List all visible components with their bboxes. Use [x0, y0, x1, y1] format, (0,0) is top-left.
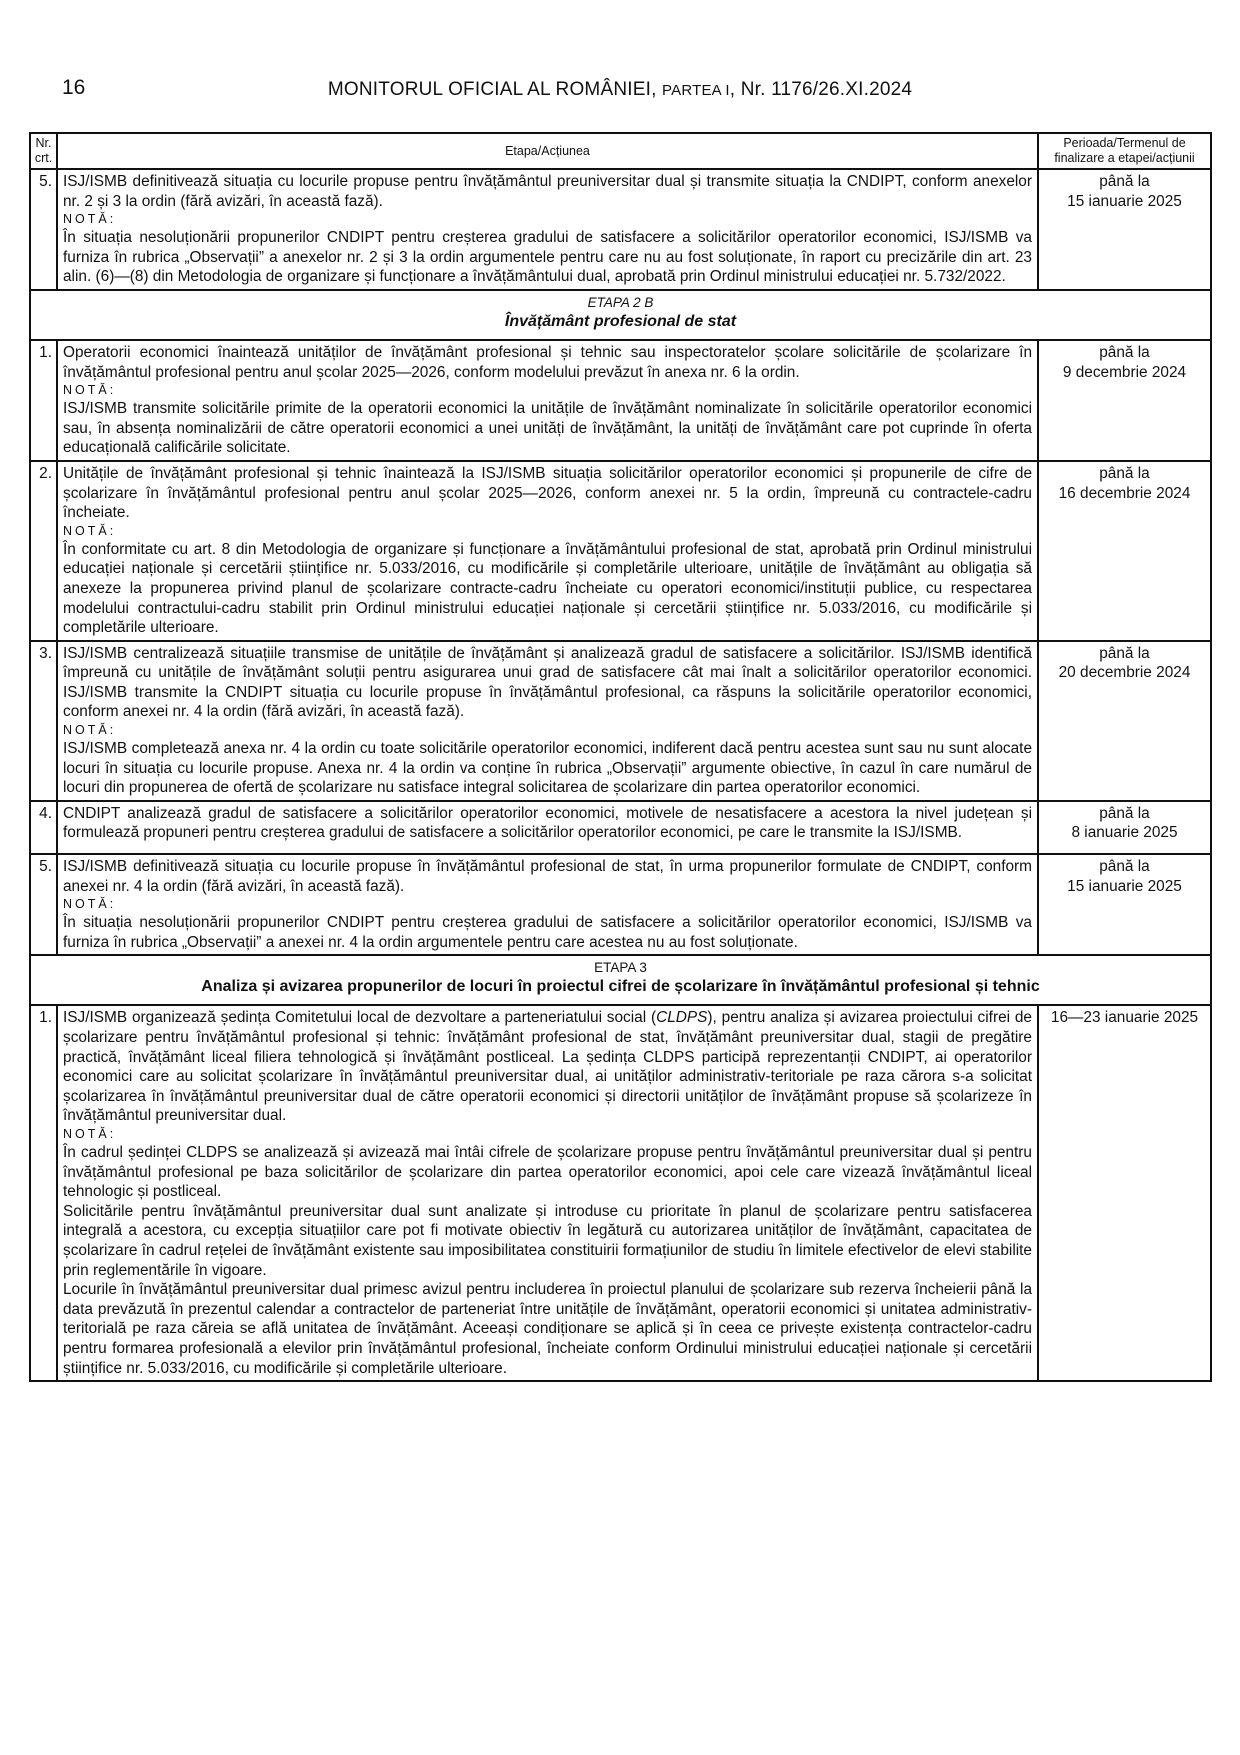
deadline-line-1: până la	[1099, 173, 1150, 190]
row-action	[57, 169, 1038, 290]
row-number: 5.	[30, 169, 57, 290]
nota-label: NOTĂ:	[63, 897, 117, 912]
action-text: CNDIPT analizează gradul de satisfacere a solicitărilor operatorilor economici, motivele de nesatisfacere a acestora la nivel județean și formulează propuneri pentru creșterea gradului de satisfacere a solicitărilor operatorilor economici, pe care le transmite la ISJ/ISMB.	[63, 804, 1032, 842]
title-issue: , Nr. 1176/26.XI.2024	[729, 79, 913, 100]
row-deadline	[1038, 854, 1211, 955]
stage-title: Analiza și avizarea propunerilor de locuri în proiectul cifrei de școlarizare în învățământul profesional și tehnic	[201, 978, 1040, 996]
row-number: 1.	[30, 340, 57, 461]
col-header-perioada: Perioada/Termenul de finalizare a etapei/acțiunii	[1038, 133, 1211, 169]
col-header-nr: Nr. crt.	[30, 133, 57, 169]
row-action	[57, 801, 1038, 854]
stage-row	[30, 290, 1211, 340]
deadline-line-2: 9 decembrie 2024	[1062, 363, 1187, 381]
table-row	[30, 169, 1211, 290]
deadline-line-1: până la	[1099, 644, 1150, 662]
deadline-line-1: 16—23 ianuarie 2025	[1050, 1009, 1199, 1027]
action-text: ISJ/ISMB definitivează situația cu locurile propuse în învățământul profesional de stat, în urma propunerilor formulate de CNDIPT, conform anexei nr. 4 la ordin (fără avizări, în această fază).	[63, 858, 1032, 895]
stage-row	[30, 955, 1211, 1005]
table-row	[30, 340, 1211, 461]
stage-2b-heading	[30, 290, 1211, 340]
nota-text: În situația nesoluționării propunerilor CNDIPT pentru creșterea gradului de satisfacere a solicitărilor operatorilor economici, ISJ/ISMB va furniza în rubrica „Observații” a anexei nr. 4 la ordin argumentele pentru care acestea nu au fost soluționate.	[63, 914, 1032, 951]
table-row	[30, 854, 1211, 955]
row-action	[57, 641, 1038, 801]
nota-text: În situația nesoluționării propunerilor CNDIPT pentru creșterea gradului de satisfacere a solicitărilor operatorilor economici, ISJ/ISMB va furniza în rubrica „Observații” a anexelor nr. 2 și 3 la ordin argumentele pentru care nu au fost soluționate, în raport cu precizările din art. 23 alin. (6)—(8) din Metodologia de organizare și funcționare a învățământului dual, aprobată prin Ordinul ministrului educației nr. 5.732/2022.	[63, 229, 1032, 286]
spacer	[63, 843, 1032, 851]
deadline-line-2: 16 decembrie 2024	[1058, 484, 1191, 502]
deadline-line-2: 20 decembrie 2024	[1058, 664, 1191, 682]
deadline-line-2: 15 ianuarie 2025	[1067, 192, 1182, 210]
table-row	[30, 1005, 1211, 1381]
nota-text: ISJ/ISMB completează anexa nr. 4 la ordin cu toate solicitările operatorilor economici, indiferent dacă pentru acestea sunt sau nu sunt alocate locuri în situația cu locurile propuse. Anexa nr. 4 la ordin va conține în rubrica „Observații” argumente obiective, în cazul în care numărul de locuri din propunerea de ofertă de școlarizare nu satisface integral solicitarea de școlarizare din partea operatorilor economici.	[63, 740, 1032, 797]
page-number: 16	[62, 76, 86, 99]
deadline-line-2: 15 ianuarie 2025	[1067, 877, 1182, 895]
nota-paragraph-3: Locurile în învățământul preuniversitar dual primesc avizul pentru includerea în proiectul planului de școlarizare sub rezerva încheierii până la data prevăzută în prezentul calendar a contractelor de parteneriat între unitățile de învățământ, operatorii economici și unitatea administrativ-teritorială pe raza căreia se află unitatea de învățământ. Aceeași condiționare se aplică și în ceea ce privește existența contractelor-cadru pentru formarea profesională a elevilor prin învățământul profesional, încheiate conform Ordinului ministrului educației naționale și cercetării științifice nr. 5.033/2016, cu modificările și completările ulterioare.	[63, 1281, 1032, 1377]
stage-label: ETAPA 3	[594, 960, 647, 976]
action-text: ISJ/ISMB definitivează situația cu locurile propuse pentru învățământul preuniversitar dual și transmite situația la CNDIPT, conform anexelor nr. 2 și 3 la ordin (fără avizări, în această fază).	[63, 173, 1032, 210]
stage-title: Învățământ profesional de stat	[504, 312, 737, 330]
action-text: ISJ/ISMB organizează ședința Comitetului local de dezvoltare a parteneriatului social (CLDPS), pentru analiza și avizarea proiectului cifrei de școlarizare pentru învățământul profesional și tehnic: învățământ profesional de stat, învățământ preuniversitar dual, stagii de pregătire practică, învățământ liceal filiera tehnologică și învățământ postliceal. La ședința CLDPS participă reprezentanții CNDIPT, ai operatorilor economici care au solicitat școlarizare în învățământul preuniversitar dual, ai unităților administrativ-teritoriale pe raza cărora s-a solicitat școlarizarea în învățământul preuniversitar dual de către operatorii economici și directorii unităților de învățământ propuse să școlarizeze în învățământul preuniversitar dual.	[63, 1009, 1032, 1125]
deadline-line-1: până la	[1099, 343, 1150, 361]
title-main: MONITORUL OFICIAL AL ROMÂNIEI,	[327, 79, 663, 100]
title-part: PARTEA I	[662, 82, 730, 99]
nota-text: În conformitate cu art. 8 din Metodologia de organizare și funcționare a învățământului profesional de stat, aprobată prin Ordinul ministrului educației naționale și cercetării științifice nr. 5.033/2016, cu modificările și completările ulterioare, unitățile de învățământ au obligația să anexeze la propunerea privind planul de școlarizare contracte-cadru încheiate cu operatori economici/instituții publice, cu respectarea modelului contractului-cadru stabilit prin Ordinul ministrului educației naționale și cercetării științifice nr. 5.033/2016, cu modificările și completările ulterioare.	[63, 540, 1032, 637]
calendar-table	[29, 132, 1212, 1382]
row-number: 5.	[30, 854, 57, 955]
gazette-title	[0, 79, 1240, 101]
stage-label: ETAPA 2 B	[587, 294, 654, 310]
deadline-line-1: până la	[1099, 464, 1150, 482]
table-header-row	[30, 133, 1211, 169]
row-action	[57, 854, 1038, 955]
row-deadline	[1038, 1005, 1211, 1381]
action-text: ISJ/ISMB centralizează situațiile transmise de unitățile de învățământ și analizează gradul de satisfacere a solicitărilor. ISJ/ISMB identifică împreună cu unitățile de învățământ soluții pentru asigurarea unui grad de satisfacere cât mai înalt a solicitărilor operatorilor economici. ISJ/ISMB transmite la CNDIPT situația cu locurile propuse în învățământul profesional, ca răspuns la solicitările operatorilor economici, conform anexei nr. 4 la ordin (fără avizări, în această fază).	[63, 644, 1032, 721]
table-row	[30, 641, 1211, 801]
row-number: 2.	[30, 461, 57, 641]
action-text: Unitățile de învățământ profesional și tehnic înaintează la ISJ/ISMB situația solicitărilor operatorilor economici și propunerile de cifre de școlarizare în învățământul profesional pentru anul școlar 2025—2026, conform anexei nr. 5 la ordin, împreună cu contractele-cadru încheiate.	[63, 464, 1032, 522]
table-row	[30, 801, 1211, 854]
action-text: Operatorii economici înaintează unităților de învățământ profesional și tehnic sau inspectoratelor școlare solicitările de școlarizare în învățământul profesional pentru anul școlar 2025—2026, conform modelului prevăzut în anexa nr. 6 la ordin.	[63, 343, 1032, 381]
row-deadline	[1038, 801, 1211, 854]
table-row	[30, 461, 1211, 641]
deadline-line-1: până la	[1099, 804, 1150, 822]
row-action	[57, 1005, 1038, 1381]
stage-3-heading	[30, 955, 1211, 1005]
deadline-line-1: până la	[1099, 858, 1150, 876]
deadline-line-2: 8 ianuarie 2025	[1071, 824, 1178, 842]
row-action	[57, 461, 1038, 641]
row-action	[57, 340, 1038, 461]
row-deadline	[1038, 340, 1211, 461]
nota-paragraph-2: Solicitările pentru învățământul preuniversitar dual sunt analizate și introduse cu prioritate în planul de școlarizare pentru satisfacerea integrală a acestora, cu excepția situațiilor care pot fi motivate obiectiv în legătură cu autorizarea unităților de învățământ, capacitatea de școlarizare în cadrul rețelei de învățământ existente sau imposibilitatea constituirii formațiunilor de studiu în limitele efectivelor de elevi stabilite prin reglementările în vigoare.	[63, 1202, 1032, 1279]
nota-label: NOTĂ:	[63, 723, 117, 738]
row-deadline	[1038, 641, 1211, 801]
nota-label: NOTĂ:	[63, 383, 117, 398]
nota-label: NOTĂ:	[63, 523, 117, 538]
nota-label: NOTĂ:	[63, 1126, 117, 1141]
row-number: 3.	[30, 641, 57, 801]
nota-paragraph-1: În cadrul ședinței CLDPS se analizează și avizează mai întâi cifrele de școlarizare propuse pentru învățământul preuniversitar dual și pentru învățământul profesional pe baza solicitărilor de școlarizare din partea operatorilor economici, apoi cele care vizează învățământul liceal tehnologic și postliceal.	[63, 1143, 1032, 1201]
nota-label: NOTĂ:	[63, 212, 117, 227]
row-deadline	[1038, 169, 1211, 290]
col-header-etapa: Etapa/Acțiunea	[57, 133, 1038, 169]
row-number: 1.	[30, 1005, 57, 1381]
row-number: 4.	[30, 801, 57, 854]
row-deadline	[1038, 461, 1211, 641]
nota-text: ISJ/ISMB transmite solicitările primite de la operatorii economici la unitățile de învățământ nominalizate în solicitările operatorilor economici sau, în absența nominalizării de către operatorii economici a unei unități de învățământ, la unități de învățământ care pot cuprinde în oferta educațională calificările solicitate.	[63, 400, 1032, 457]
